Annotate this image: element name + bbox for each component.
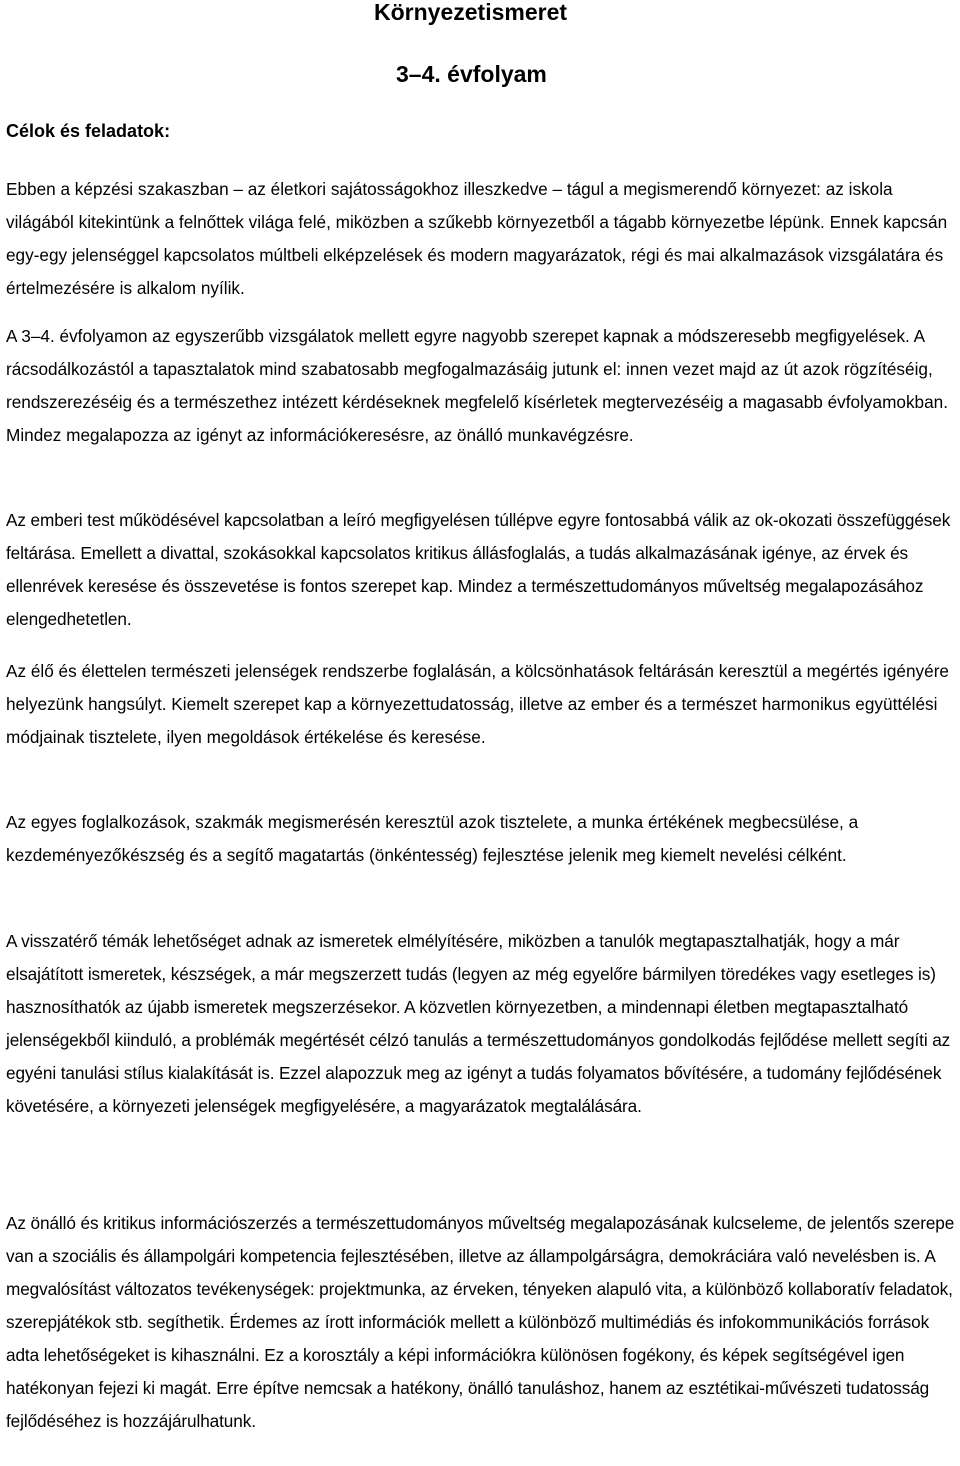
- section-heading: Célok és feladatok:: [6, 121, 171, 141]
- paragraph-recurring-topics: A visszatérő témák lehetőséget adnak az ismeretek elmélyítésére, miközben a tanulók megtapasztalhatják, hogy a már elsajátított ismeretek, készségek, a már megszerzett tudás (legyen az még egyelőre bármilyen töredékes vagy esetleges is) hasznosíthatók az újabb ismeretek megszerzésekor. A közvetlen környezetben, a mindennapi életben megtapasztalható jelenségekből kiinduló, a problémák megértését célzó tanulás a természettudományos gondolkodás fejlődése mellett segíti az egyéni tanulási stílus kialakítását is. Ezzel alapozzuk meg az igényt a tudás folyamatos bővítésére, a tudomány fejlődésének követésére, a környezeti jelenségek megfigyelésére, a magyarázatok megtalálására.: [6, 931, 951, 1116]
- document-title: Környezetismeret: [374, 0, 568, 25]
- paragraph-intro: Ebben a képzési szakaszban – az életkori sajátosságokhoz illeszkedve – tágul a megismerendő környezet: az iskola világából kitekintünk a felnőttek világa felé, miközben a szűkebb környezetből a tágabb környezetbe lépünk. Ennek kapcsán egy-egy jelenséggel kapcsolatos múltbeli elképzelések és modern magyarázatok, régi és mai alkalmazások vizsgálatára és értelmezésére is alkalom nyílik.: [6, 179, 948, 298]
- paragraph-grade-3-4: A 3–4. évfolyamon az egyszerűbb vizsgálatok mellett egyre nagyobb szerepet kapnak a módszeresebb megfigyelések. A rácsodálkozástól a tapasztalatok mind szabatosabb megfogalmazásáig jutunk el: innen vezet majd az út azok rögzítéséig, rendszerezéséig és a természethez intézett kérdéseknek megfelelő kísérletek megtervezéséig a magasabb évfolyamokban. Mindez megalapozza az igényt az információkeresésre, az önálló munkavégzésre.: [6, 326, 948, 445]
- document-subtitle: 3–4. évfolyam: [396, 61, 547, 87]
- paragraph-occupations: Az egyes foglalkozások, szakmák megismerésén keresztül azok tisztelete, a munka értékének megbecsülése, a kezdeményezőkészség és a segítő magatartás (önkéntesség) fejlesztése jelenik meg kiemelt nevelési célként.: [6, 812, 859, 865]
- paragraph-natural-phenomena: Az élő és élettelen természeti jelenségek rendszerbe foglalásán, a kölcsönhatások feltárásán keresztül a megértés igényére helyezünk hangsúlyt. Kiemelt szerepet kap a környezettudatosság, illetve az ember és a természet harmonikus együttélési módjainak tisztelete, ilyen megoldások értékelése és keresése.: [6, 661, 949, 747]
- paragraph-human-body: Az emberi test működésével kapcsolatban a leíró megfigyelésen túllépve egyre fontosabbá válik az ok-okozati összefüggések feltárása. Emellett a divattal, szokásokkal kapcsolatos kritikus állásfoglalás, a tudás alkalmazásának igénye, az érvek és ellenrévek keresése és összevetése is fontos szerepet kap. Mindez a természettudományos műveltség megalapozásához elengedhetetlen.: [6, 510, 951, 629]
- paragraph-information: Az önálló és kritikus információszerzés a természettudományos műveltség megalapozásának kulcseleme, de jelentős szerepe van a szociális és állampolgári kompetencia fejlesztésében, illetve az állampolgárságra, demokráciára való nevelésben is. A megvalósítást változatos tevékenységek: projektmunka, az érveken, tényeken alapuló vita, a különböző kollaboratív feladatok, szerepjátékok stb. segíthetik. Érdemes az írott információk mellett a különböző multimédiás és infokommunikációs források adta lehetőségeket is kihasználni. Ez a korosztály a képi információkra különösen fogékony, és képek segítségével igen hatékonyan fejezi ki magát. Erre építve nemcsak a hatékony, önálló tanuláshoz, hanem az esztétikai-művészeti tudatosság fejlődéséhez is hozzájárulhatunk.: [6, 1213, 955, 1431]
